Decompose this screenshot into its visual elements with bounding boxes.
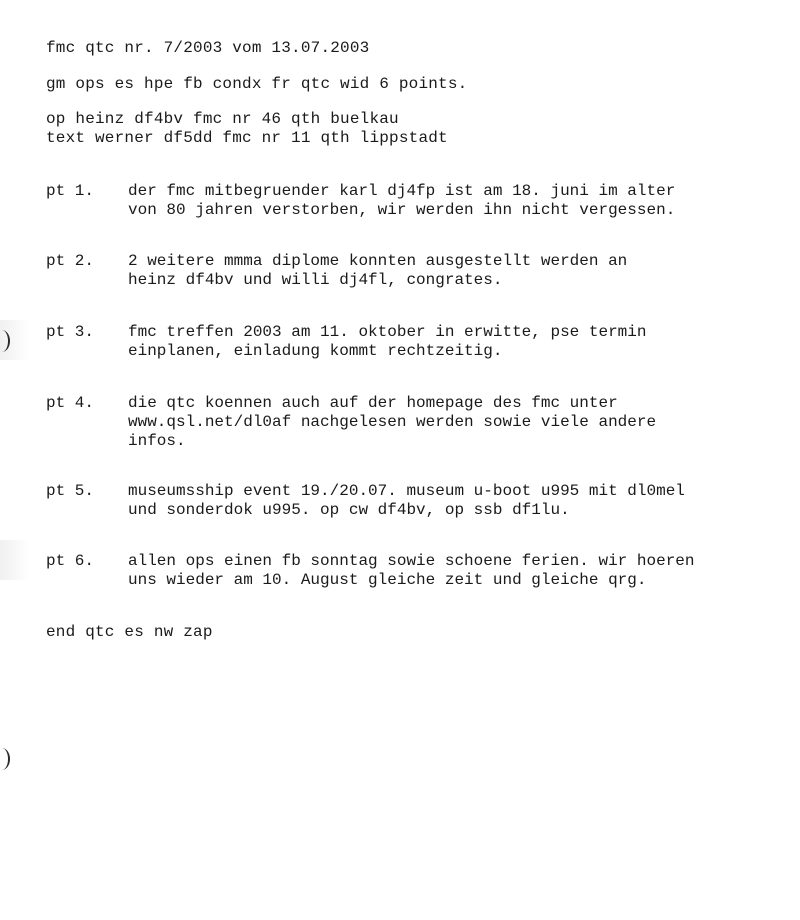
closing-line: end qtc es nw zap: [46, 623, 213, 641]
point-label: pt 5.: [46, 482, 95, 500]
text-author-line: text werner df5dd fmc nr 11 qth lippstadt: [46, 129, 448, 147]
point-text: allen ops einen fb sonntag sowie schoene ferien. wir hoeren uns wieder am 10. August gleiche zeit und gleiche qrg.: [128, 552, 695, 589]
scan-shadow: [0, 540, 30, 580]
point-label: pt 1.: [46, 182, 95, 200]
point-text: 2 weitere mmma diplome konnten ausgestellt werden an heinz df4bv und willi dj4fl, congrates.: [128, 252, 628, 289]
point-label: pt 2.: [46, 252, 95, 270]
point-label: pt 4.: [46, 394, 95, 412]
point-text: der fmc mitbegruender karl dj4fp ist am 18. juni im alter von 80 jahren verstorben, wir werden ihn nicht vergessen.: [128, 182, 676, 219]
point-text: museumsship event 19./20.07. museum u-boot u995 mit dl0mel und sonderdok u995. op cw df4bv, op ssb df1lu.: [128, 482, 685, 519]
point-text: fmc treffen 2003 am 11. oktober in erwitte, pse termin einplanen, einladung kommt rechtzeitig.: [128, 323, 647, 360]
punch-hole-mark: [0, 748, 10, 770]
operator-line: op heinz df4bv fmc nr 46 qth buelkau: [46, 110, 399, 128]
document-title: fmc qtc nr. 7/2003 vom 13.07.2003: [46, 39, 370, 57]
greeting-line: gm ops es hpe fb condx fr qtc wid 6 points.: [46, 75, 468, 93]
point-label: pt 6.: [46, 552, 95, 570]
point-text: die qtc koennen auch auf der homepage des fmc unter www.qsl.net/dl0af nachgelesen werden sowie viele andere infos.: [128, 394, 657, 450]
point-label: pt 3.: [46, 323, 95, 341]
